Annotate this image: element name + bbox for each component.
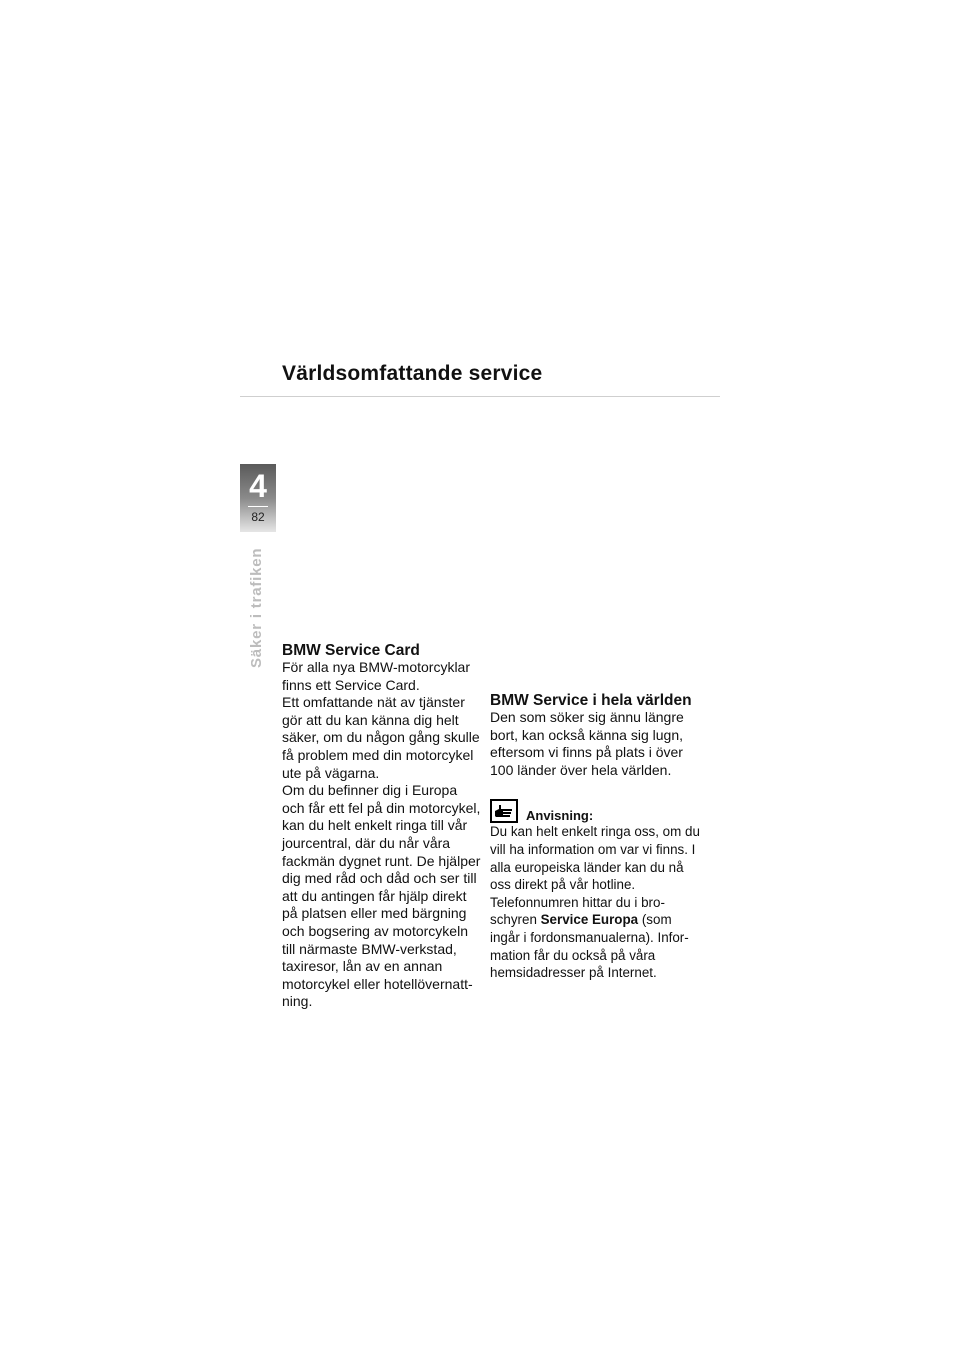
section-worldwide-service — [490, 692, 700, 982]
section-service-card — [282, 642, 482, 1011]
section-heading: BMW Service i hela världen — [490, 692, 692, 709]
note-title: Anvisning: — [526, 808, 594, 824]
paragraph: Ett omfattande nät av tjänster gör att du kan känna dig helt säker, om du någon gång skulle få problem med din motorcykel ute på vägarna. — [282, 694, 480, 781]
hand-pointer-note-icon — [490, 799, 518, 823]
title-divider — [240, 396, 720, 397]
note-text-part: (som ingår i fordonsmanualerna). Infor-mation får du också på våra hemsidadresser på Internet. — [490, 912, 689, 981]
paragraph: För alla nya BMW-motorcyklar finns ett Service Card. — [282, 659, 471, 693]
note-box — [490, 799, 700, 981]
chapter-divider — [248, 506, 268, 507]
page-title: Världsomfattande service — [282, 362, 543, 385]
chapter-tab — [240, 464, 276, 532]
section-heading: BMW Service Card — [282, 642, 420, 659]
note-text-bold: Service Europa — [540, 912, 639, 928]
page-number: 82 — [251, 510, 265, 524]
note-text-part: Du kan helt enkelt ringa oss, om du vill ha information om var vi finns. I alla europeiska länder kan du nå oss direkt på vår hotline. Telefonnumren hittar du i bro-schyren — [490, 824, 700, 928]
chapter-side-label: Säker i trafiken — [248, 547, 265, 668]
note-text — [490, 823, 700, 981]
chapter-number: 4 — [249, 468, 267, 504]
note-header — [490, 799, 700, 823]
paragraph: Den som söker sig ännu längre bort, kan också känna sig lugn, eftersom vi finns på plats i över 100 länder över hela världen. — [490, 709, 684, 778]
paragraph: Om du befinner dig i Europa och får ett fel på din motorcykel, kan du helt enkelt ringa till vår jourcentral, där du når våra fackmän dygnet runt. De hjälper dig med råd och dåd och ser till att du antingen får hjälp direkt på platsen eller med bärgning och bogsering av motorcykeln till närmaste BMW-verkstad, taxiresor, lån av en annan motorcykel eller hotellövernatt-ning. — [282, 782, 481, 1010]
